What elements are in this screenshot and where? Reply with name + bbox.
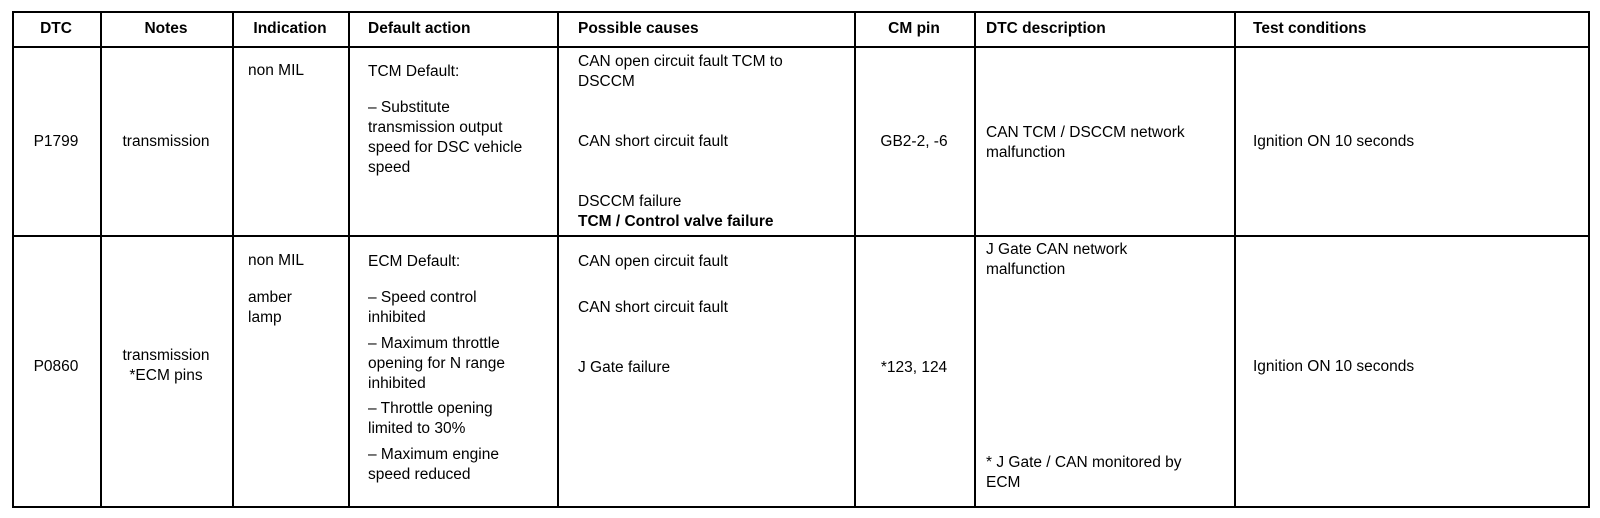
dtc-code: P0860 (33, 358, 79, 375)
possible-cause: DSCCM failure (578, 193, 682, 210)
default-action-line: – Substitute (368, 99, 450, 116)
header-dtc-description: DTC description (986, 20, 1106, 37)
dtc-description: malfunction (986, 261, 1066, 278)
possible-cause: CAN open circuit fault (578, 253, 728, 270)
default-action-title: TCM Default: (368, 63, 460, 80)
default-action-line: opening for N range (368, 355, 506, 372)
cm-pin: GB2-2, -6 (880, 133, 948, 150)
col-divider (557, 11, 559, 508)
col-divider (1234, 11, 1236, 508)
header-dtc: DTC (40, 20, 72, 37)
header-test-conditions: Test conditions (1253, 20, 1367, 37)
dtc-code: P1799 (33, 133, 79, 150)
cm-pin: *123, 124 (880, 359, 948, 376)
test-conditions: Ignition ON 10 seconds (1253, 358, 1415, 375)
default-action-line: speed reduced (368, 466, 471, 483)
dtc-description: J Gate CAN network (986, 241, 1128, 258)
default-action-line: – Speed control (368, 289, 477, 306)
header-cm-pin: CM pin (888, 20, 940, 37)
header-possible-causes: Possible causes (578, 20, 699, 37)
default-action-line: limited to 30% (368, 420, 466, 437)
col-divider (974, 11, 976, 508)
dtc-description: CAN TCM / DSCCM network (986, 124, 1185, 141)
indication-text: non MIL (248, 252, 305, 269)
default-action-line: transmission output (368, 119, 503, 136)
test-conditions: Ignition ON 10 seconds (1253, 133, 1415, 150)
header-indication: Indication (253, 20, 327, 37)
col-divider (100, 11, 102, 508)
dtc-description: malfunction (986, 144, 1066, 161)
indication-text: lamp (248, 309, 282, 326)
dtc-description: ECM (986, 474, 1021, 491)
possible-cause: CAN short circuit fault (578, 133, 728, 150)
default-action-line: speed for DSC vehicle (368, 139, 523, 156)
default-action-line: – Maximum engine (368, 446, 499, 463)
dtc-description: * J Gate / CAN monitored by (986, 454, 1182, 471)
header-notes: Notes (144, 20, 188, 37)
indication-text: non MIL (248, 62, 305, 79)
dtc-table (12, 11, 1590, 508)
possible-cause: CAN short circuit fault (578, 299, 728, 316)
default-action-line: speed (368, 159, 411, 176)
col-divider (348, 11, 350, 508)
notes-text: transmission (122, 133, 210, 150)
indication-text: amber (248, 289, 292, 306)
possible-cause: TCM / Control valve failure (578, 213, 774, 230)
possible-cause: DSCCM (578, 73, 635, 90)
header-divider (12, 46, 1590, 48)
default-action-line: inhibited (368, 375, 426, 392)
default-action-line: – Throttle opening (368, 400, 493, 417)
col-divider (232, 11, 234, 508)
default-action-line: inhibited (368, 309, 426, 326)
notes-text: transmission (122, 347, 210, 364)
possible-cause: J Gate failure (578, 359, 671, 376)
row-divider (12, 235, 1590, 237)
col-divider (854, 11, 856, 508)
notes-text: *ECM pins (129, 367, 203, 384)
possible-cause: CAN open circuit fault TCM to (578, 53, 783, 70)
header-default-action: Default action (368, 20, 471, 37)
default-action-title: ECM Default: (368, 253, 461, 270)
default-action-line: – Maximum throttle (368, 335, 500, 352)
